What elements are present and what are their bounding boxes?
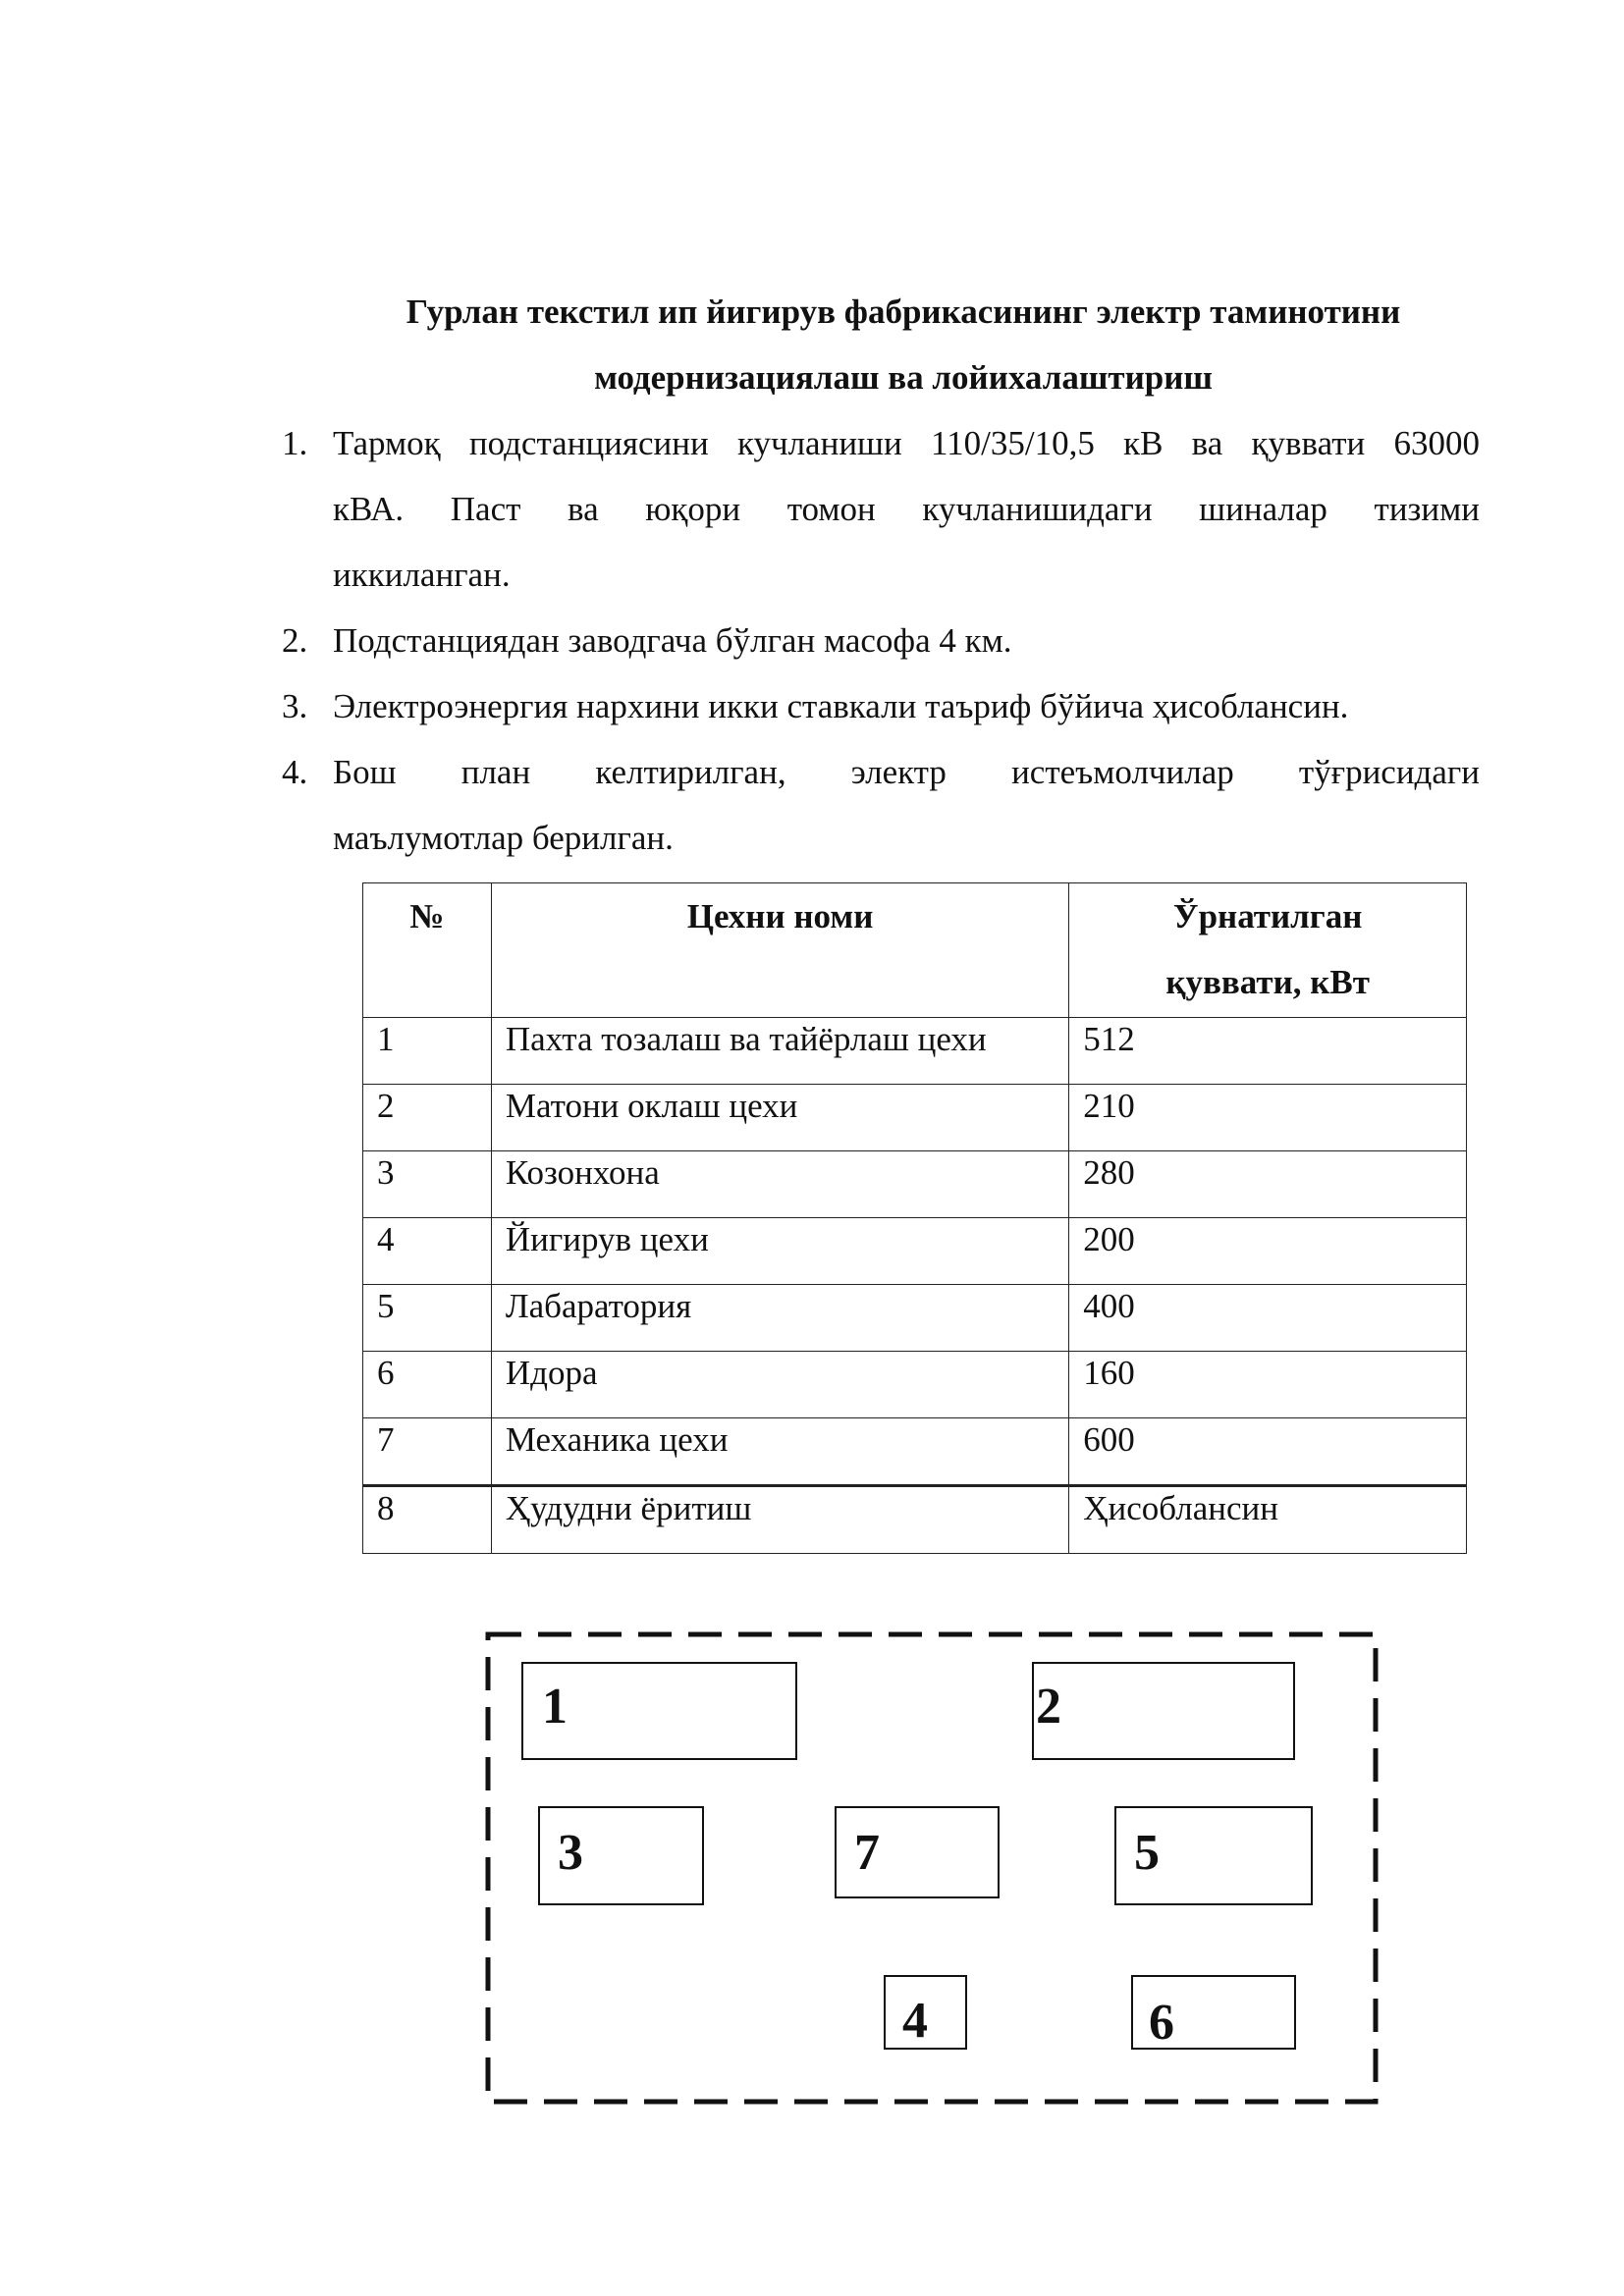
plan-building-2: [1033, 1663, 1294, 1759]
list-item: [282, 608, 1480, 673]
plan-building-label: 5: [1134, 1825, 1160, 1881]
header-installed-power: [1069, 883, 1467, 1018]
plan-building-label: 3: [558, 1825, 583, 1881]
table-row: [363, 1085, 1467, 1151]
title-line-2: модернизациялаш ва лойихалаштириш: [594, 358, 1213, 397]
list-item: [282, 673, 1480, 739]
plan-building-label: 1: [542, 1679, 568, 1735]
plan-building-6: [1132, 1976, 1295, 2051]
list-item-number: 3.: [282, 687, 308, 725]
list-item-text-line: Электроэнергия нархини икки ставкали таъриф бўйича ҳисоблансин.: [333, 687, 1349, 725]
plan-building-1: [522, 1663, 796, 1759]
list-item-text-line: иккиланган.: [333, 556, 511, 594]
plan-building-label: 4: [902, 1993, 928, 2049]
cell-number: 3: [363, 1151, 492, 1218]
cell-power: 200: [1069, 1218, 1467, 1285]
cell-shop-name: Пахта тозалаш ва тайёрлаш цехи: [491, 1018, 1068, 1085]
consumers-table: [362, 882, 1467, 1554]
list-item-text-line: Бош план келтирилган, электр истеъмолчилар тўғрисидаги: [333, 753, 1480, 791]
cell-shop-name: Матони оклаш цехи: [491, 1085, 1068, 1151]
plan-building-4: [885, 1976, 966, 2049]
cell-shop-name: Ҳудудни ёритиш: [491, 1486, 1068, 1554]
plan-building-label: 2: [1036, 1679, 1061, 1735]
cell-power: 600: [1069, 1418, 1467, 1486]
list-item-text-line: маълумотлар берилган.: [333, 819, 674, 857]
table-row: [363, 1218, 1467, 1285]
header-shop-name: Цехни номи: [491, 883, 1068, 1018]
plan-building-3: [539, 1807, 703, 1904]
header-installed-power-line-2: қуввати, кВт: [1165, 963, 1370, 1001]
cell-shop-name: Козонхона: [491, 1151, 1068, 1218]
cell-power: 210: [1069, 1085, 1467, 1151]
cell-number: 5: [363, 1285, 492, 1352]
list-item-text-line: Тармоқ подстанциясини кучланиши 110/35/10,5 кВ ва қуввати 63000: [333, 424, 1480, 462]
table-row: [363, 1352, 1467, 1418]
cell-number: 7: [363, 1418, 492, 1486]
cell-shop-name: Йигирув цехи: [491, 1218, 1068, 1285]
cell-power: 160: [1069, 1352, 1467, 1418]
site-boundary: [488, 1634, 1376, 2102]
cell-number: 8: [363, 1486, 492, 1554]
table-row: [363, 1486, 1467, 1554]
requirements-list: [282, 410, 1480, 871]
table-row: [363, 1418, 1467, 1486]
list-item: [282, 739, 1480, 871]
cell-power: 280: [1069, 1151, 1467, 1218]
plan-building-label: 7: [854, 1825, 880, 1881]
title-line-1: Гурлан текстил ип йигирув фабрикасининг электр таминотини: [406, 293, 1401, 331]
cell-shop-name: Механика цехи: [491, 1418, 1068, 1486]
header-number: №: [363, 883, 492, 1018]
cell-number: 6: [363, 1352, 492, 1418]
cell-shop-name: Идора: [491, 1352, 1068, 1418]
cell-number: 2: [363, 1085, 492, 1151]
cell-shop-name: Лабаратория: [491, 1285, 1068, 1352]
table-row: [363, 1018, 1467, 1085]
cell-power: 400: [1069, 1285, 1467, 1352]
list-item-number: 1.: [282, 424, 308, 462]
list-item-text-line: Подстанциядан заводгача бўлган масофа 4 км.: [333, 621, 1012, 660]
table-row: [363, 1285, 1467, 1352]
list-item-text-line: кВА. Паст ва юқори томон кучланишидаги шиналар тизими: [333, 490, 1480, 528]
header-installed-power-line-1: Ўрнатилган: [1172, 897, 1363, 935]
plan-building-7: [836, 1807, 999, 1897]
cell-power: 512: [1069, 1018, 1467, 1085]
table-header-row: [363, 883, 1467, 1018]
list-item: [282, 410, 1480, 608]
list-item-number: 2.: [282, 621, 308, 660]
document-title: [295, 279, 1512, 410]
cell-number: 1: [363, 1018, 492, 1085]
plan-building-5: [1115, 1807, 1312, 1904]
list-item-number: 4.: [282, 753, 308, 791]
cell-number: 4: [363, 1218, 492, 1285]
plan-building-label: 6: [1149, 1995, 1174, 2051]
cell-power: Ҳисоблансин: [1069, 1486, 1467, 1554]
table-row: [363, 1151, 1467, 1218]
